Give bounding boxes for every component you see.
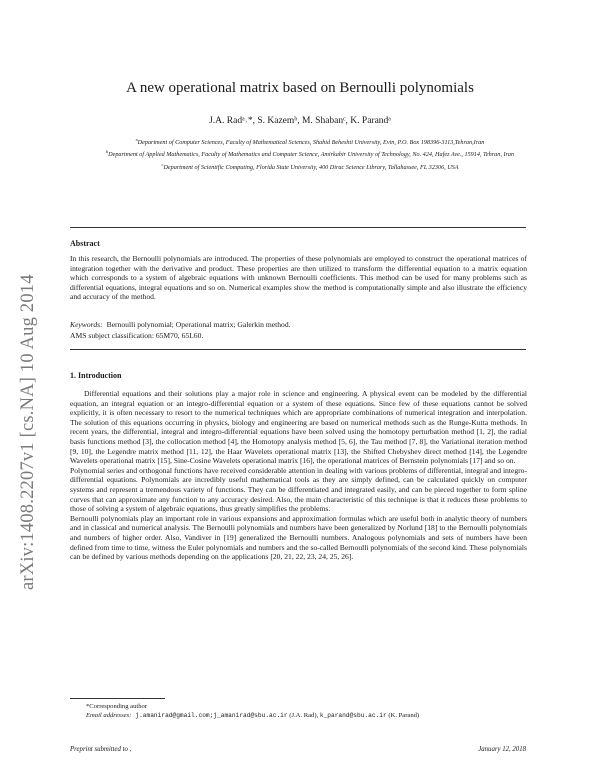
footnote-corresponding-author: *Corresponding author <box>86 703 147 710</box>
affiliations <box>80 135 540 172</box>
affiliation-text: Department of Applied Mathematics, Faculty of Mathematics and Computer Science, Amirkabir University of Technology, No. 424, Hafez Ave., 15914, Tehran, Iran <box>108 151 515 159</box>
ams-classification: AMS subject classification: 65M70, 65L60. <box>70 331 204 340</box>
affiliation-text: Department of Computer Sciences, Faculty of Mathematical Sciences, Shahid Beheshti University, Evin, P.O. Box 198396-3113,Tehran,Iran <box>137 139 485 147</box>
affiliation-mark: a <box>135 137 138 142</box>
keywords-line <box>70 320 291 329</box>
footnote-emails <box>86 712 419 719</box>
section-heading-introduction: 1. Introduction <box>70 371 122 380</box>
affiliation-a <box>80 135 540 147</box>
email-owner-2: (K. Parand) <box>388 712 420 719</box>
footnote-rule <box>70 698 165 699</box>
abstract-bottom-rule <box>70 349 526 350</box>
paragraph: Differential equations and their solutions play a major role in science and engineering. A physical event can be modeled by the differential equation, an integral equation or an integro-differential equation or a system of these equations. Since few of these equations cannot be solved explicitly, it is often necessary to resort to the numerical techniques which are appropriate combinations of numerical integration and interpolation. The solution of this equations occurring in physics, biology and engineering are based on numerical methods such as the Runge-Kutta methods. In recent years, the differential, integral and integro-differential equations have been solved using the homotopy perturbation method [1, 2], the radial basis functions method [3], the collocation method [4], the Homotopy analysis method [5, 6], the Tau method [7, 8], the Variational iteration method [9, 10], the Legendre matrix method [11, 12], the Haar Wavelets operational matrix [13], the Shifted Chebyshev direct method [14], the Legendre Wavelets operational matrix [15], Sine-Cosine Wavelets operational matrix [16], the operational matrices of Bernstein polynomials [17] and so on. <box>70 389 527 466</box>
date-footer: January 12, 2018 <box>478 746 526 753</box>
affiliation-mark: c <box>161 161 164 167</box>
email-address-2[interactable]: k_parand@sbu.ac.ir <box>319 712 387 719</box>
abstract-text: In this research, the Bernoulli polynomials are introduced. The properties of these polynomials are employed to construct the operational matrices of integration together with the derivative and product. These properties are then utilized to transform the differential equation to a matrix equation which corresponds to a system of algebraic equations with unknown Bernoulli coefficients. This method can be used for many problems such as differential equations, integral equations and so on. Numerical examples show the method is computationally simple and also illustrate the efficiency and accuracy of the method. <box>70 254 527 302</box>
affiliation-c <box>80 160 540 172</box>
email-address-1[interactable]: j.amanirad@gmail.com;j_amanirad@sbu.ac.ir <box>135 712 288 719</box>
email-owner-1: (J.A. Rad), <box>289 712 319 719</box>
paragraph: Bernoulli polynomials play an important role in various expansions and approximation formulas which are useful both in analytic theory of numbers and in classical and numerical analysis. The Bernoulli polynomials and numbers have been generalized by Norlund [18] to the Bernoulli polynomials and numbers of higher order. Also, Vandiver in [19] generalized the Bernoulli numbers. Analogous polynomials and sets of numbers have been defined from time to time, witness the Euler polynomials and numbers and the so-called Bernoulli polynomials of the second kind. These polynomials can be defined by various methods depending on the applications [20, 21, 22, 23, 24, 25, 26]. <box>70 513 527 562</box>
affiliation-mark: b <box>105 149 109 155</box>
introduction-body <box>70 389 527 562</box>
preprint-footer: Preprint submitted to , <box>70 746 132 753</box>
affiliation-b <box>80 147 540 159</box>
affiliation-text: Department of Scientific Computing, Florida State University, 400 Dirac Science Library, Tallahassee, FL 32306, USA <box>163 163 459 171</box>
abstract-heading: Abstract <box>70 239 100 248</box>
keywords-text: Bernoulli polynomial; Operational matrix; Galerkin method. <box>106 320 291 329</box>
email-label: Email addresses: <box>86 712 132 719</box>
abstract-top-rule <box>70 227 526 228</box>
paragraph: Polynomial series and orthogonal functions have received considerable attention in dealing with various problems of differential, integral and integro-differential equations. Polynomials are incredibly useful mathematical tools as they are simply defined, can be calculated quickly on computer systems and represent a tremendous variety of functions. They can be differentiated and integrated easily, and can be pieced together to form spline curves that can approximate any function to any accuracy desired. Also, the main characteristic of this technique is that it reduces these problems to those of solving a system of algebraic equations, thus greatly simplifies the problems. <box>70 465 527 514</box>
paper-title: A new operational matrix based on Bernoulli polynomials <box>126 80 474 96</box>
keywords-label: Keywords: <box>70 320 103 329</box>
author-list: J.A. Radᵃ˒*, S. Kazemᵇ, M. Shabanᶜ, K. Parandᵃ <box>209 116 391 126</box>
arxiv-identifier-stamp: arXiv:1408.2207v1 [cs.NA] 10 Aug 2014 <box>18 274 38 590</box>
